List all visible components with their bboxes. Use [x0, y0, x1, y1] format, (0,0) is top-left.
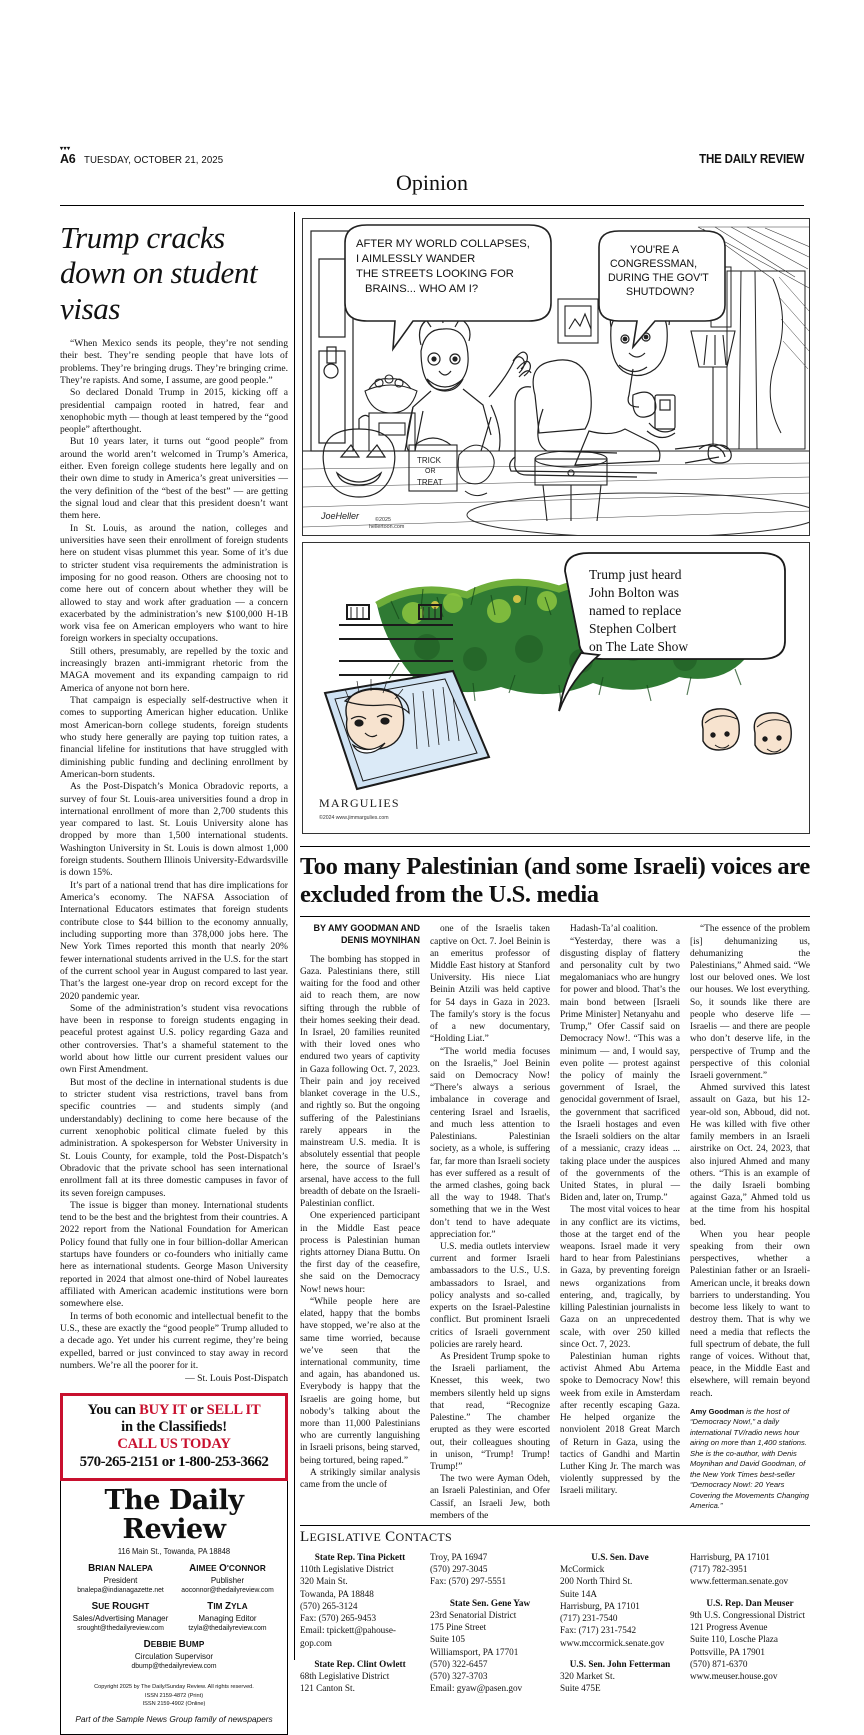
editorial-headline: Trump cracks down on student visas	[60, 220, 258, 326]
legislative-detail-line: Williamsport, PA 17701	[430, 1646, 519, 1657]
staff-person-email[interactable]: dbump@thedailyreview.com	[131, 1660, 217, 1670]
legislative-detail-line: Email: gyaw@pasen.gov	[430, 1683, 523, 1694]
top-rule	[60, 205, 804, 206]
folio-bar	[60, 146, 804, 166]
staff-person	[69, 1601, 172, 1632]
author-bio	[690, 1407, 810, 1512]
legislative-detail-line: (717) 231-7540	[560, 1613, 618, 1624]
legislative-detail-line: 200 North Third St.	[560, 1576, 633, 1587]
svg-text:hellertoon.com: hellertoon.com	[369, 524, 405, 530]
staff-box	[60, 1481, 288, 1735]
editorial-paragraph: So declared Donald Trump in 2015, kicking off a presidential campaign rooted in hatred, fear and xenophobic myth — though at least tempered by the “good people” afterthought.	[60, 387, 288, 436]
feature-column-3	[560, 923, 680, 1522]
ad-line1-prefix: You can	[87, 1402, 140, 1419]
legislative-detail-line: (570) 871-6370	[690, 1658, 748, 1669]
legislative-columns	[300, 1551, 810, 1695]
svg-text:BRAINS... WHO AM I?: BRAINS... WHO AM I?	[365, 283, 479, 295]
legislative-column-2	[430, 1551, 550, 1695]
section-title: Opinion	[395, 170, 469, 195]
legislative-detail-line: Harrisburg, PA 17101	[560, 1600, 640, 1611]
cartoon-1-signature: JoeHeller	[321, 511, 360, 521]
legislative-official-name: State Rep. Clint Owlett	[314, 1658, 406, 1669]
legislative-detail-line: 121 Canton St.	[300, 1683, 355, 1694]
editorial-cartoon-heller	[302, 218, 810, 536]
legislative-official-name: State Rep. Tina Pickett	[314, 1552, 406, 1562]
legislative-detail-line: Suite 475E	[560, 1683, 601, 1694]
legislative-detail-line: Fax: (717) 231-7542	[560, 1625, 637, 1636]
legislative-gap	[300, 1649, 420, 1658]
ad-phone-numbers[interactable]: 570-265-2151 or 1-800-253-3662	[79, 1454, 269, 1471]
legislative-detail-line: Email: tpickett@pahouse-gop.com	[300, 1625, 396, 1648]
legislative-detail-line: 9th U.S. Congressional District	[690, 1609, 806, 1620]
staff-person	[69, 1563, 172, 1594]
page-number	[60, 146, 76, 166]
editorial-paragraph: “When Mexico sends its people, they’re not sending their best. They’re sending people that have lots of problems. They’re bringing drugs. They’re bringing crime. They’re rapists. And some, I assume, are good people.”	[60, 337, 288, 386]
editorial-cartoon-margulies	[302, 542, 810, 834]
staff-person-email[interactable]: srought@thedailyreview.com	[77, 1622, 164, 1632]
editorial-paragraph: The issue is bigger than money. International students tend to be the best and the brightest from their countries. A 2022 report from the National Foundation for American Policy found that fully one in four billion-dollar American startups have founders or co-founders who initially came here as international students. George Mason University reported in 2024 that almost one-third of Nobel laureates affiliated with American academic institutions were born somewhere else.	[60, 1199, 288, 1310]
legislative-official-name: U.S. Sen. Dave	[591, 1552, 649, 1562]
legislative-detail-line: Fax: (570) 297-5551	[430, 1576, 507, 1587]
staff-person-name: SUE ROUGHT	[91, 1600, 150, 1612]
feature-column-4	[690, 923, 810, 1522]
svg-text:I AIMLESSLY WANDER: I AIMLESSLY WANDER	[356, 253, 476, 265]
svg-text:THE STREETS LOOKING FOR: THE STREETS LOOKING FOR	[356, 268, 514, 280]
legislative-detail-line: 175 Pine Street	[430, 1622, 487, 1633]
legislative-detail-line: www.mccormick.senate.gov	[560, 1637, 665, 1648]
cartoon-frame-1	[302, 218, 810, 536]
folio-left	[60, 146, 236, 166]
staff-person-email[interactable]: aoconnor@thedailyreview.com	[181, 1584, 274, 1594]
author-bio-text: is the host of “Democracy Now!,” a daily international TV/radio news hour airing on more than 1,400 stations. She is the co-author, with Denis Moynihan and David Goodman, of the New York Times best-seller “Democracy Now!: 20 Years Covering the Movements Changing America.”	[690, 1406, 810, 1511]
feature-column-1	[300, 923, 420, 1522]
issn-print: ISSN 2159-4872 (Print)	[144, 1692, 204, 1699]
staff-person-name: TIM ZYLA	[207, 1600, 248, 1612]
feature-paragraph: The two were Ayman Odeh, an Israeli Palestinian, and Ofer Cassif, an Israeli Jew, both members of the	[430, 1474, 550, 1521]
svg-text:DURING THE GOV'T: DURING THE GOV'T	[608, 272, 709, 284]
editorial-paragraph: As the Post-Dispatch’s Monica Obradovic reports, a survey of four St. Louis-area universities found a drop in international enrollment of more than 2,700 students this year compared to last. St. Louis University alone has dropped by more than 1,500 international students. Washington University in St. Louis is down almost 1,000 foreign students. Southern Illinois University-Edwardsville is down 15%.	[60, 781, 288, 879]
feature-paragraph: One experienced participant in the Middle East peace process is Palestinian human rights attorney Diana Buttu. On the first day of the ceasefire, she said on the Democracy Now! news hour:	[300, 1211, 420, 1295]
feature-second-rule	[300, 916, 810, 917]
legislative-detail-line: 23rd Senatorial District	[430, 1609, 517, 1620]
legislative-detail-line: Harrisburg, PA 17101	[690, 1552, 770, 1562]
staff-person-email[interactable]: bnalepa@indianagazette.net	[77, 1584, 164, 1594]
svg-text:TREAT: TREAT	[417, 478, 443, 487]
editorial-paragraph: Some of the administration’s student visa revocations have been in response to foreign students engaging in peaceful protest against U.S. policy regarding Gaza and other controversies. That’s a shameful statement to the world about how little our current president values our own First Amendment.	[60, 1002, 288, 1076]
legislative-title-text: LEGISLATIVE CONTACTS	[300, 1529, 452, 1545]
legislative-detail-line: (717) 782-3951	[690, 1564, 748, 1575]
cartoon-1-art	[303, 219, 810, 536]
classifieds-ad[interactable]	[60, 1393, 288, 1481]
staff-person-role: President	[103, 1574, 138, 1585]
staff-person-role: Circulation Supervisor	[134, 1650, 214, 1661]
staff-person	[176, 1563, 279, 1594]
staff-person-name: DEBBIE BUMP	[143, 1638, 205, 1650]
legislative-detail-line: Troy, PA 16947	[430, 1552, 488, 1562]
legislative-official-name: State Sen. Gene Yaw	[449, 1597, 531, 1608]
staff-flag-logo: The Daily Review	[104, 1485, 244, 1545]
legislative-official-name: U.S. Rep. Dan Meuser	[706, 1597, 794, 1608]
feature-paragraph: “Yesterday, there was a disgusting display of flattery and personality cult by two megalomaniacs who are hungry for power and blood. That’s the main bond between [Israeli Prime Minister] Netanyahu and Trump,” Ofer Cassif said on Democracy Now!. “This was a minimum — and, I would say, even polite — protest against the policy of mainly the government of Israel, the genocidal government of Israel, the government that sacrificed the Israeli hostages and even the Israeli soldiers on the altar of a messianic, crazy ideas ... taking place under the auspices of the governments of the United States, in plural — Biden and, later on, Trump.”	[560, 936, 680, 1204]
legislative-detail-line: McCormick	[560, 1564, 605, 1575]
ad-buy-it: BUY IT	[139, 1402, 187, 1419]
editorial-paragraph: It’s part of a national trend that has dire implications for America’s economy. The NAFSA Association of International Educators estimates that foreign students contribute close to $44 billion to the economy annually, including supporting more than 378,000 jobs here. The New York Times reported this month that nearly 20% fewer international students arrived in the U.S. for the start of the current school year in August compared to last year. That’s the largest one-year drop on record except for the 2020 pandemic year.	[60, 879, 288, 1002]
ad-line-2: in the Classifieds!	[121, 1419, 227, 1436]
legislative-detail-line: www.fetterman.senate.gov	[690, 1576, 789, 1587]
cartoon-frame-2	[302, 542, 810, 834]
feature-article	[300, 846, 810, 1522]
legislative-detail-line: 68th Legislative District	[300, 1671, 390, 1682]
ad-line-1	[67, 1402, 281, 1419]
staff-person	[69, 1639, 279, 1670]
feature-columns	[300, 923, 810, 1522]
column-divider-left	[294, 212, 295, 1660]
editorial-paragraph: That campaign is especially self-destructive when it comes to supporting American higher education. Unlike most American-born college students, foreign students who study here generally are paying top tuition rates, a financial lifeline for institutions that have struggled with diminishing public funding and declining enrollment by American-born students.	[60, 695, 288, 780]
feature-paragraph: As President Trump spoke to the Israeli parliament, the Knesset, this week, two members silently held up signs that read, “Recognize Palestine.” The chamber erupted as they were escorted out, their colleagues shouting in unison, “Trump! Trump! Trump!”	[430, 1352, 550, 1472]
editorial-credit: — St. Louis Post-Dispatch	[185, 1373, 288, 1385]
legislative-contacts	[300, 1525, 810, 1695]
legislative-column-4	[690, 1551, 810, 1695]
editorial-column	[60, 212, 288, 1735]
legislative-gap	[560, 1649, 680, 1658]
folio-dots: ▾▾▾	[60, 146, 71, 152]
legislative-detail-line: 320 Main St.	[300, 1576, 348, 1587]
editorial-paragraph: In St. Louis, as around the nation, colleges and universities have seen their enrollment of foreign students here on student visas plummet this year. Some of it’s due to stricter student visa requirements the administration is imposing for no good reason. Others are choosing not to come here out of concern about whether they will be allowed to stay and work after graduation — a concern exacerbated by the administration’s new $100,000 H-1B work visa fee on American employers who want to hire foreign workers in specialty occupations.	[60, 522, 288, 645]
svg-text:named to replace: named to replace	[589, 603, 682, 618]
editorial-paragraph: In terms of both economic and intellectual benefit to the U.S., these are exactly the “good people” Trump alluded to a decade ago. Yet under his current regime, they’re being expelled, barred or just convinced to stay away in record numbers. We’re all the poorer for it.	[60, 1310, 288, 1371]
svg-text:AFTER MY WORLD COLLAPSES,: AFTER MY WORLD COLLAPSES,	[356, 238, 530, 250]
legislative-detail-line: www.meuser.house.gov	[690, 1671, 778, 1682]
feature-paragraph: “The essence of the problem [is] dehumanizing us, dehumanizing the Palestinians,” Ahmed said. “We lost our beloved ones. We lost our houses. We lost everything. So, it sounds like there are people who deserve life — Israelis — and there are people who don’t deserve life, in the perspective of Trump and the perspective of this colonial Israeli government.”	[690, 924, 810, 1081]
cartoon-2-art	[303, 543, 810, 834]
svg-text:OR: OR	[425, 468, 436, 475]
author-bio-name: Amy Goodman	[690, 1406, 745, 1416]
feature-paragraph: Ahmed survived this latest assault on Gaza, but his 12-year-old son, Abboud, did not. He was killed with five other family members in an Israeli airstrike on Oct. 24, 2023, that also injured Ahmed and many others. “This is an example of the daily Israeli bombing against Gaza,” Ahmed told us at the time from his hospital bed.	[690, 1083, 810, 1228]
legislative-gap	[690, 1588, 810, 1597]
svg-text:Trump just heard: Trump just heard	[589, 567, 682, 582]
feature-byline: BY AMY GOODMAN AND DENIS MOYNIHAN	[313, 923, 420, 946]
feature-paragraph: The most vital voices to hear in any conflict are its victims, those at the target end of the weapons. Israel made it very hard to hear from Palestinians in Gaza, by preventing foreign news organizations from entering, and, tragically, by killing Palestinian journalists in Gaza on an unprecedented scale, with over 250 killed since Oct. 7, 2023.	[560, 1205, 680, 1350]
legislative-detail-line: 110th Legislative District	[300, 1564, 394, 1575]
legislative-detail-line: (570) 327-3703	[430, 1671, 488, 1682]
feature-paragraph: Hadash-Ta’al coalition.	[570, 924, 658, 935]
staff-legal	[69, 1683, 279, 1726]
legislative-column-1	[300, 1551, 420, 1695]
legislative-detail-line: 320 Market St.	[560, 1671, 615, 1682]
svg-text:SHUTDOWN?: SHUTDOWN?	[626, 286, 695, 298]
feature-paragraph: one of the Israelis taken captive on Oct. 7. Joel Beinin is an emeritus professor of Middle East history at Stanford University. His niece Liat Beinin Atzili was held captive for 54 days in Gaza in 2023. The family's story is the focus of a new documentary, “Holding Liat.”	[430, 924, 550, 1045]
legislative-detail-line: Suite 14A	[560, 1588, 598, 1599]
legislative-official-name: U.S. Sen. John Fetterman	[569, 1658, 671, 1669]
staff-person-name: BRIAN NALEPA	[88, 1562, 153, 1574]
editorial-body	[60, 338, 288, 1372]
staff-person-role: Sales/Advertising Manager	[72, 1612, 169, 1623]
feature-paragraph: The bombing has stopped in Gaza. Palestinians there, still waiting for the food and other aid to reach them, are now sifting through the rubble of their homes seeking their dead. In Israel, 20 families reunited with their loved ones who endured two years of captivity in Gaza following Oct. 7, 2023. Their pain and joy received blanket coverage in the U.S., and rightly so. But the ongoing suffering of the Palestinians rarely appears in the mainstream U.S. media. It is absolutely essential that people here, the source of Israel’s arsenal, have access to the full breadth of debate on the Israeli-Palestinian conflict.	[300, 954, 420, 1210]
svg-text:CONGRESSMAN,: CONGRESSMAN,	[610, 258, 698, 270]
feature-paragraph: “While people here are elated, happy that the bombs have stopped, we’re also at the same time worried, because we’ve seen that the international community, time and again, has abandoned us. Everybody is happy that the Israelis are going home, but nobody’s talking about the more than 11,000 Palestinians who are currently languishing in Israeli prisons, being starved, being tortured, being raped.”	[300, 1296, 420, 1466]
feature-top-rule	[300, 846, 810, 847]
ad-or: or	[186, 1402, 207, 1419]
issn-online: ISSN 2159-4902 (Online)	[142, 1701, 206, 1708]
editorial-paragraph: But most of the decline in international students is due to stricter student visa restrictions, travel bans from specific countries — and students simply (and understandably) declining to come here because of the current xenophobic political climate fueled by this administration. A spokesperson for Webster University in St. Louis County, for example, told the Post-Dispatch’s Obradovic that the private school has seen international enrollment fall at its three domestic campuses in favor of its seven foreign campuses.	[60, 1076, 288, 1199]
staff-person-name: AIMEE O'CONNOR	[189, 1562, 266, 1574]
legislative-column-3	[560, 1551, 680, 1695]
svg-text:©2025: ©2025	[375, 517, 391, 523]
svg-text:Stephen Colbert: Stephen Colbert	[589, 621, 677, 636]
feature-paragraph: U.S. media outlets interview current and former Israeli ambassadors to the U.S., U.S. ambassadors to Israel, and policy analysts and so-called experts on the Israel-Palestine conflict. But prominent Israeli critics of Israeli government policies are rarely heard.	[430, 1242, 550, 1350]
legislative-detail-line: (570) 297-3045	[430, 1564, 488, 1575]
staff-list	[69, 1563, 279, 1670]
legislative-detail-line: Towanda, PA 18848	[300, 1588, 374, 1599]
staff-person-role: Managing Editor	[198, 1612, 257, 1623]
legislative-rule	[300, 1525, 810, 1526]
page-number-label: A6	[60, 152, 76, 166]
svg-text:TRICK: TRICK	[417, 456, 441, 465]
feature-paragraph: When you hear people speaking from their own perspectives, whether a Palestinian father or an Israeli-American uncle, it breaks down barriers to understanding. You become less likely to want to destroy them. That is why we need a media that reflects the full spectrum of debate, the full range of voices. Without that, peace, in the Middle East and elsewhere, will remain beyond reach.	[690, 1229, 810, 1399]
staff-person-role: Publisher	[210, 1574, 245, 1585]
legislative-detail-line: Pottsville, PA 17901	[690, 1646, 765, 1657]
copyright-line: Copyright 2025 by The Daily/Sunday Review. All rights reserved.	[94, 1683, 254, 1690]
feature-paragraph: “The world media focuses on the Israelis,” Joel Beinin said on Democracy Now! “There’s always a serious imbalance in coverage and centering Israel and Israelis, and much less attention to Palestinians. Palestinian society, as a whole, is suffering far, far more than Israeli society has ever suffered as a result of the armed clashes, going back all the way to 1948. That's something that we in the West don’t tend to have adequate appreciation for.”	[430, 1046, 550, 1240]
staff-person	[176, 1601, 279, 1632]
legislative-detail-line: Suite 110, Losche Plaza	[690, 1634, 778, 1645]
cartoon-2-signature: MARGULIES	[319, 796, 400, 810]
legislative-detail-line: (570) 265-3124	[300, 1600, 358, 1611]
legislative-detail-line: Fax: (570) 265-9453	[300, 1613, 377, 1624]
legislative-title	[300, 1529, 810, 1546]
legislative-detail-line: 121 Progress Avenue	[690, 1622, 768, 1633]
feature-headline: Too many Palestinian (and some Israeli) voices are excluded from the U.S. media	[300, 853, 810, 908]
editorial-paragraph: But 10 years later, it turns out “good people” from around the world aren’t welcomed in Trump’s America, either. Even foreign college students here legally and on their own dime to study in America’s great universities — the very definition of the “best of the best” — are getting the signal loud and clear that this president doesn’t want them here.	[60, 436, 288, 522]
svg-text:YOU'RE A: YOU'RE A	[630, 244, 680, 256]
legislative-gap	[430, 1588, 550, 1597]
ad-sell-it: SELL IT	[206, 1402, 261, 1419]
feature-paragraph: A strikingly similar analysis came from the uncle of	[300, 1467, 420, 1491]
svg-text:©2024 www.jimmargulies.com: ©2024 www.jimmargulies.com	[319, 815, 389, 821]
folio-date: TUESDAY, OCTOBER 21, 2025	[84, 154, 224, 166]
legislative-detail-line: (570) 322-6457	[430, 1658, 488, 1669]
staff-address: 116 Main St., Towanda, PA 18848	[117, 1546, 231, 1556]
ad-call-us-today: CALL US TODAY	[117, 1436, 231, 1453]
svg-text:on The Late Show: on The Late Show	[589, 639, 689, 654]
masthead-name: THE DAILY REVIEW	[698, 152, 804, 166]
feature-column-2	[430, 923, 550, 1522]
legislative-detail-line: Suite 105	[430, 1634, 465, 1645]
svg-text:John Bolton was: John Bolton was	[589, 585, 680, 600]
news-group-line: Part of the Sample News Group family of newspapers	[75, 1713, 273, 1724]
editorial-paragraph: Still others, presumably, are repelled by the toxic and increasingly brazen anti-immigrant rhetoric from the MAGA movement and its expanding campaign to rid America of anyone not born here.	[60, 645, 288, 694]
staff-person-email[interactable]: tzyla@thedailyreview.com	[188, 1622, 267, 1632]
feature-paragraph: Palestinian human rights activist Ahmed Abu Artema spoke to Democracy Now! this week from exile in Amsterdam after recently escaping Gaza. He helped organize the nonviolent 2018 Great March of Return in Gaza, using the tactics of Gandhi and Martin Luther King Jr. The march was violently suppressed by the Israeli military.	[560, 1352, 680, 1497]
